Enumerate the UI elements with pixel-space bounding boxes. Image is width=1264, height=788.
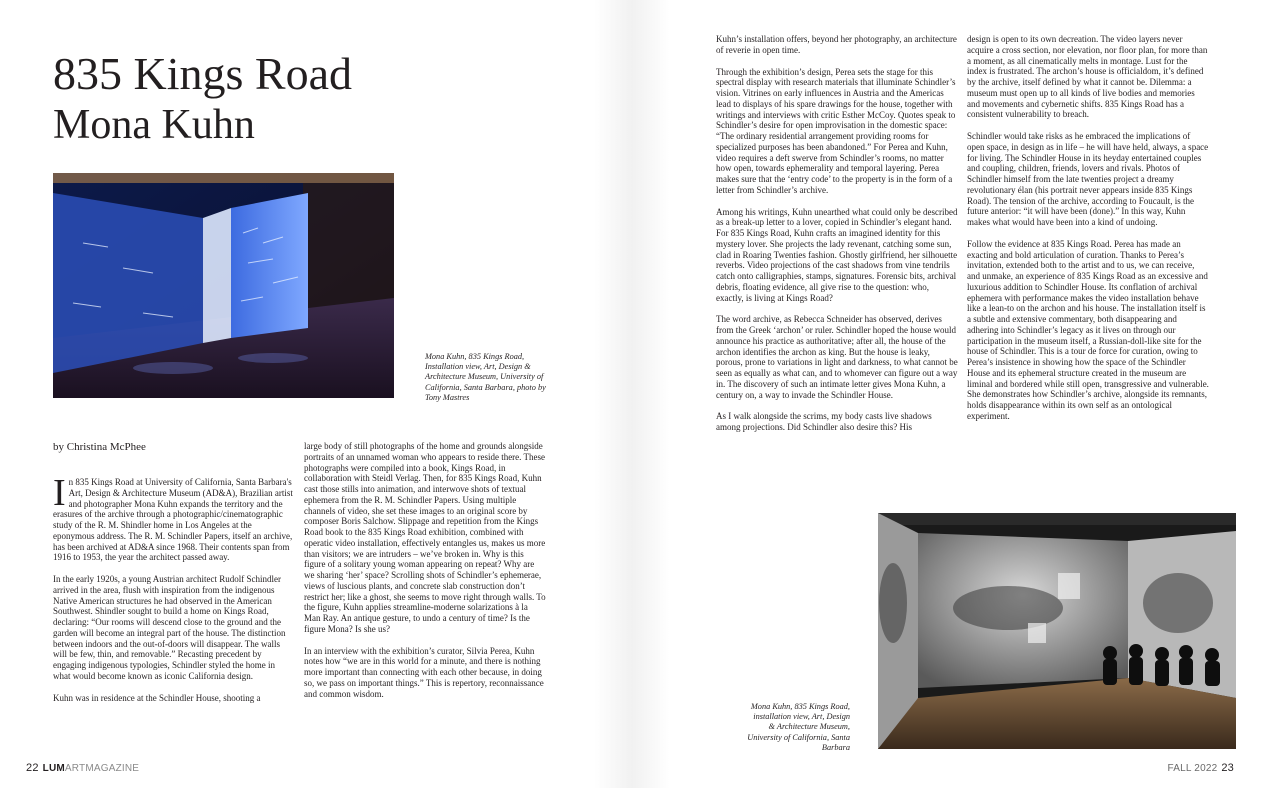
paragraph: Kuhn’s installation offers, beyond her photography, an architecture of reverie in open time. (716, 34, 957, 55)
page-number-left: 22 (26, 762, 39, 774)
installation-photo-1 (53, 173, 394, 398)
issue-date: FALL 2022 (1167, 763, 1218, 774)
page-number-right: 23 (1221, 762, 1234, 774)
paragraph: design is open to its own decreation. The video layers never acquire a cross section, nor elevation, nor floor plan, for more than a moment, as all cinematically melts in montage. Lust for the index is frustrated. The archon’s house is officialdom, it’s defined by the archive, itself defined by what it cannot be. Dilemma: a museum must open up to all kinds of live bodies and memories and movements and cybernetic shifts. 835 Kings Road has a consistent vulnerability to breach. (967, 34, 1208, 120)
paragraph: Among his writings, Kuhn unearthed what could only be described as a break-up letter to a lover, copied in Schindler’s elegant hand. For 835 Kings Road, Kuhn crafts an imagined identity for this mystery lover. She projects the lady revenant, catching some sun, clad in Roaring Twenties fashion. Ghostly girlfriend, her silhouette reverbs. Video projections of the cast shadows from vine tendrils catch onto calligraphies, stamps, signatures. Forensic bits, archival debris, floating evidence, all give rise to the question: who, exactly, is living at Kings Road? (716, 206, 958, 303)
paragraph: In the early 1920s, a young Austrian architect Rudolf Schindler arrived in the area, flush with inspiration from the indigenous Native American structures he had observed in the American Southwest. Shindler sought to build a home on Kings Road, declaring: “Our rooms will descend close to the ground and the garden will become an integral part of the house. The distinction between indoors and the out-of-doors will disappear. The walls will be few, thin, and removable.” Recasting precedent by engaging indigenous typologies, Schindler styled the home in what would become known as iconic California design. (53, 574, 286, 681)
paragraph: In 835 Kings Road at University of California, Santa Barbara's Art, Design & Architecture Museum (AD&A), Brazilian artist and photographer Mona Kuhn expands the territory and the erasures of the archive through a photographic/cinematographic study of the R. M. Shindler home in Los Angeles at the eponymous address. The R. M. Schindler Papers, itself an archive, has been archived at AD&A since 1968. Their contents span from 1916 to 1953, the year the architect passed away. (53, 472, 293, 563)
paragraph: In an interview with the exhibition’s curator, Silvia Perea, Kuhn notes how “we are in this world for a minute, and there is nothing more important than connecting with each other because, in doing so, we pass on important things.” This is repertory, reconnaissance and common wisdom. (304, 645, 544, 699)
paragraph: As I walk alongside the scrims, my body casts live shadows among projections. Did Schindler also desire this? His (716, 411, 932, 432)
magazine-name-part: LUM (42, 763, 65, 774)
byline: by Christina McPhee (53, 441, 146, 453)
drop-cap: I (53, 472, 66, 514)
paragraph: large body of still photographs of the home and grounds alongside portraits of an unnamed woman who appears to reside there. These photographs were compiled into a book, Kings Road, in collaboration with Steidl Verlag. Then, for 835 Kings Road, Kuhn cast those stills into animation, and interwove shots of textual ephemera from the R. M. Schindler Papers. Using multiple channels of video, she set these images to an original score by composer Boris Salchow. Slippage and repetition from the Kings Road book to the 835 Kings Road exhibition, combined with operatic video installation, effectively entangles us, makes us more than visitors; we are intruders – we’ve broken in. Why is this figure of a solitary young woman appearing on repeat? Why are we sharing ‘her’ space? Scrolling shots of Schindler’s ephemerae, views of luscious plants, and concrete slab construction don’t restrict her; like a ghost, she seems to move right through walls. To the figure, Kuhn applies streamline-moderne solarizations à la Man Ray. An antique gesture, to undo a century of time? Is the figure Mona? Is she us? (304, 441, 546, 634)
paragraph: The word archive, as Rebecca Schneider has observed, derives from the Greek ‘archon’ or ruler. Schindler hoped the house would announce his practice as authoritative; after all, the house of the archon identifies the archon as king. But the house is leaky, porous, prone to variations in light and darkness, to what cannot be seen as equally as what can, and to whomever can figure out a way in. The discovery of such an intimate letter gives Mona Kuhn, a century on, a way to invade the Schindler House. (716, 314, 958, 400)
column-2 (304, 441, 546, 710)
paragraph: Schindler would take risks as he embraced the implications of open space, in design as in life – he will have held, always, a space for living. The Schindler House in its heyday entertained couples and coupling, children, friends, lovers and rivals. Photos of Schindler himself from the late twenties project a dreamy revolutionary élan (his portrait never appears inside 835 Kings Road). The tension of the archive, according to Foucault, is the future anterior: “it will have been (done).” In this way, Kuhn makes what would have been into a kind of undoing. (967, 131, 1209, 227)
article-title: 835 Kings Road (53, 48, 352, 99)
column-3 (716, 34, 958, 444)
installation-photo-2 (878, 513, 1236, 749)
paragraph: Kuhn was in residence at the Schindler House, shooting a (53, 692, 261, 703)
folio-left (26, 762, 139, 774)
photo-2-caption: Mona Kuhn, 835 Kings Road, installation view, Art, Design & Architecture Museum, University of California, Santa Barbara (747, 702, 850, 752)
folio-right (1168, 762, 1234, 774)
paragraph: Through the exhibition’s design, Perea sets the stage for this spectral display with research materials that illuminate Schindler’s vision. Vitrines on early influences in Austria and the Americas lead to displays of his spare drawings for the house, together with writings and interviews with critic Esther McCoy. Quotes speak to Schindler’s desire for open improvisation in the domestic space: “The ordinary residential arrangement providing rooms for specialized purposes has been abandoned.” For Perea and Kuhn, video requires a deft swerve from Schindler’s rooms, no matter how open, towards ephemerality and temporal layering. Perea makes sure that the ‘entry code’ to the property is in the form of a letter from Schindler’s archive. (716, 66, 956, 195)
magazine-name-part: ARTMAGAZINE (64, 763, 140, 774)
article-subtitle: Mona Kuhn (53, 102, 255, 148)
column-4 (967, 34, 1209, 433)
photo-1-caption: Mona Kuhn, 835 Kings Road, Installation view, Art, Design & Architecture Museum, University of California, Santa Barbara, photo by Tony Mastres (425, 352, 546, 402)
paragraph: Follow the evidence at 835 Kings Road. Perea has made an exacting and bold articulation of curation. Thanks to Perea’s invitation, extended both to the artist and to us, we can receive, and unmake, an experience of 835 Kings Road as an excessive and luxurious addition to Schindler House. Its conflation of archival ephemera with performance makes the video installation behave like a lean-to on the archon and his house. The installation itself is a subtle and extensive commentary, both disappearing and adhering into Schindler’s legacy as it lives on through our participation in the museum itself, a Russian-doll-like site for the house of Schindler. This is a tour de force for curation, owing to Perea’s insistence in showing how the space of the Schindler House and its ephemeral structure created in the museum are liminal and bordered while still open, transgressive and vulnerable. She demonstrates how Schindler’s archive, alongside its remnants, holds disappearance within its own self as an ontological experiment. (967, 238, 1209, 421)
column-1 (53, 472, 293, 714)
